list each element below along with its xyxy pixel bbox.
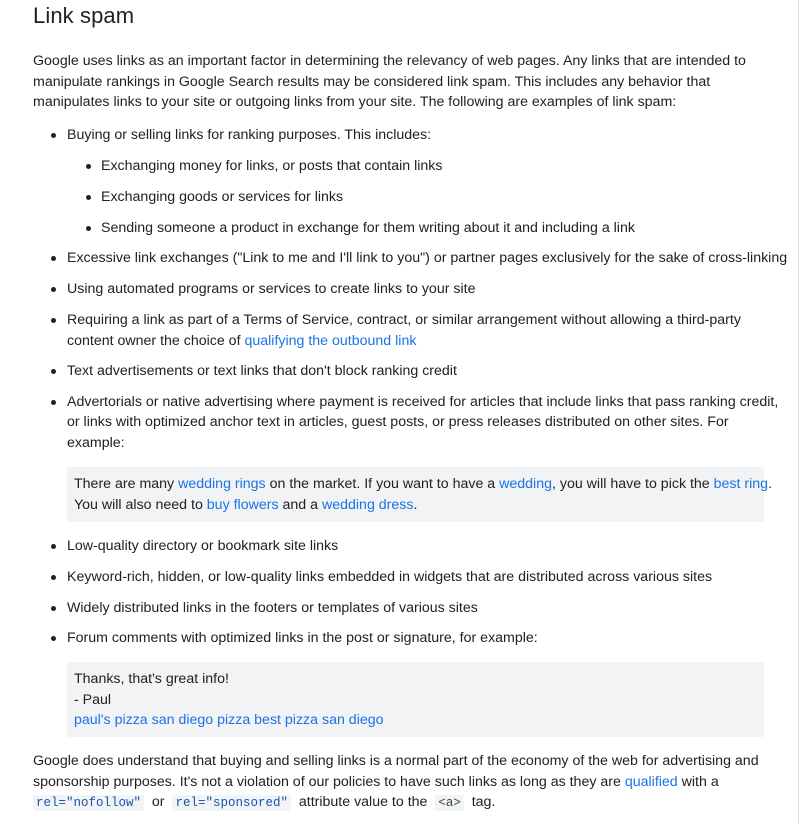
- example-text: and a: [282, 497, 319, 513]
- closing-line-1: Google does understand that buying and selling links is a normal part of the economy of the web for advertising and: [33, 753, 759, 769]
- code-a-tag: <a>: [435, 795, 464, 811]
- example-box-forum: [67, 662, 764, 737]
- closing-line-3: [33, 792, 495, 814]
- sub-bullet: [86, 195, 91, 200]
- example-text: You will also need to: [74, 497, 203, 513]
- list-item-exchanges: Excessive link exchanges ("Link to me and I'll link to you") or partner pages exclusively for the sake of cross-linking: [67, 250, 788, 266]
- list-item-buying: Buying or selling links for ranking purposes. This includes:: [67, 127, 432, 143]
- forum-line-1: Thanks, that's great info!: [74, 671, 229, 687]
- sub-bullet: [86, 226, 91, 231]
- link-wedding-rings[interactable]: wedding rings: [178, 476, 266, 492]
- closing-text: tag.: [471, 794, 496, 810]
- forum-line-3: [74, 710, 384, 731]
- list-item-text-ads: Text advertisements or text links that don't block ranking credit: [67, 363, 457, 379]
- link-best-ring[interactable]: best ring: [713, 476, 769, 492]
- intro-paragraph: Google uses links as an important factor in determining the relevancy of web pages. Any links that are intended to manipulate rankings in Google Search results may be considered link spam. This includes any behavior that manipulates links to your site or outgoing links from your site. The following are examples of link spam:: [33, 53, 746, 110]
- bullet: [51, 636, 56, 641]
- sub-item-product: Sending someone a product in exchange for them writing about it and including a link: [101, 220, 635, 236]
- bullet: [51, 544, 56, 549]
- link-buy-flowers[interactable]: buy flowers: [206, 497, 279, 513]
- tos-text: content owner the choice of: [67, 333, 241, 349]
- example-text: on the market. If you want to have a: [269, 476, 496, 492]
- bullet: [51, 287, 56, 292]
- example-text: .: [768, 476, 773, 492]
- forum-line-2: - Paul: [74, 692, 112, 708]
- link-wedding[interactable]: wedding: [499, 476, 552, 492]
- link-pauls-pizza[interactable]: paul's pizza san diego pizza best pizza san diego: [74, 712, 384, 728]
- example-line-1: [74, 474, 772, 495]
- example-line-2: [74, 495, 417, 516]
- sub-item-money: Exchanging money for links, or posts that contain links: [101, 158, 443, 174]
- example-text: .: [413, 497, 418, 513]
- example-text: There are many: [74, 476, 175, 492]
- list-item-automated: Using automated programs or services to create links to your site: [67, 281, 476, 297]
- list-item-footers: Widely distributed links in the footers or templates of various sites: [67, 600, 478, 616]
- bullet: [51, 318, 56, 323]
- link-qualified[interactable]: qualified: [624, 774, 678, 790]
- bullet: [51, 575, 56, 580]
- list-item-forum: Forum comments with optimized links in the post or signature, for example:: [67, 630, 538, 646]
- bullet: [51, 256, 56, 261]
- example-box-wedding: [67, 467, 773, 522]
- list-item-tos-line2: [67, 331, 416, 352]
- closing-text: with a: [681, 774, 719, 790]
- code-nofollow: rel="nofollow": [33, 795, 144, 811]
- example-text: , you will have to pick the: [551, 476, 710, 492]
- bullet: [51, 606, 56, 611]
- list-item-advertorials-line2: or links with optimized anchor text in articles, guest posts, or press releases distributed on other sites. For: [67, 414, 729, 430]
- list-item-advertorials-line3: example:: [67, 435, 125, 451]
- closing-text: or: [151, 794, 165, 810]
- bullet: [51, 400, 56, 405]
- bullet: [51, 369, 56, 374]
- list-item-widgets: Keyword-rich, hidden, or low-quality links embedded in widgets that are distributed across various sites: [67, 569, 713, 585]
- code-sponsored: rel="sponsored": [172, 795, 291, 811]
- closing-text: attribute value to the: [298, 794, 428, 810]
- bullet: [51, 133, 56, 138]
- link-wedding-dress[interactable]: wedding dress: [321, 497, 414, 513]
- list-item-advertorials-line1: Advertorials or native advertising where payment is received for articles that include links that pass ranking credit,: [67, 394, 779, 410]
- list-item-directory: Low-quality directory or bookmark site links: [67, 538, 339, 554]
- closing-text: sponsorship purposes. It's not a violation of our policies to have such links as long as they are: [33, 774, 621, 790]
- sub-bullet: [86, 164, 91, 169]
- qualifying-outbound-link[interactable]: qualifying the outbound link: [244, 333, 417, 349]
- list-item-tos-line1: Requiring a link as part of a Terms of Service, contract, or similar arrangement without allowing a third-party: [67, 312, 741, 328]
- closing-line-2: [33, 772, 719, 793]
- sub-item-goods: Exchanging goods or services for links: [101, 189, 344, 205]
- page-title: Link spam: [33, 3, 135, 28]
